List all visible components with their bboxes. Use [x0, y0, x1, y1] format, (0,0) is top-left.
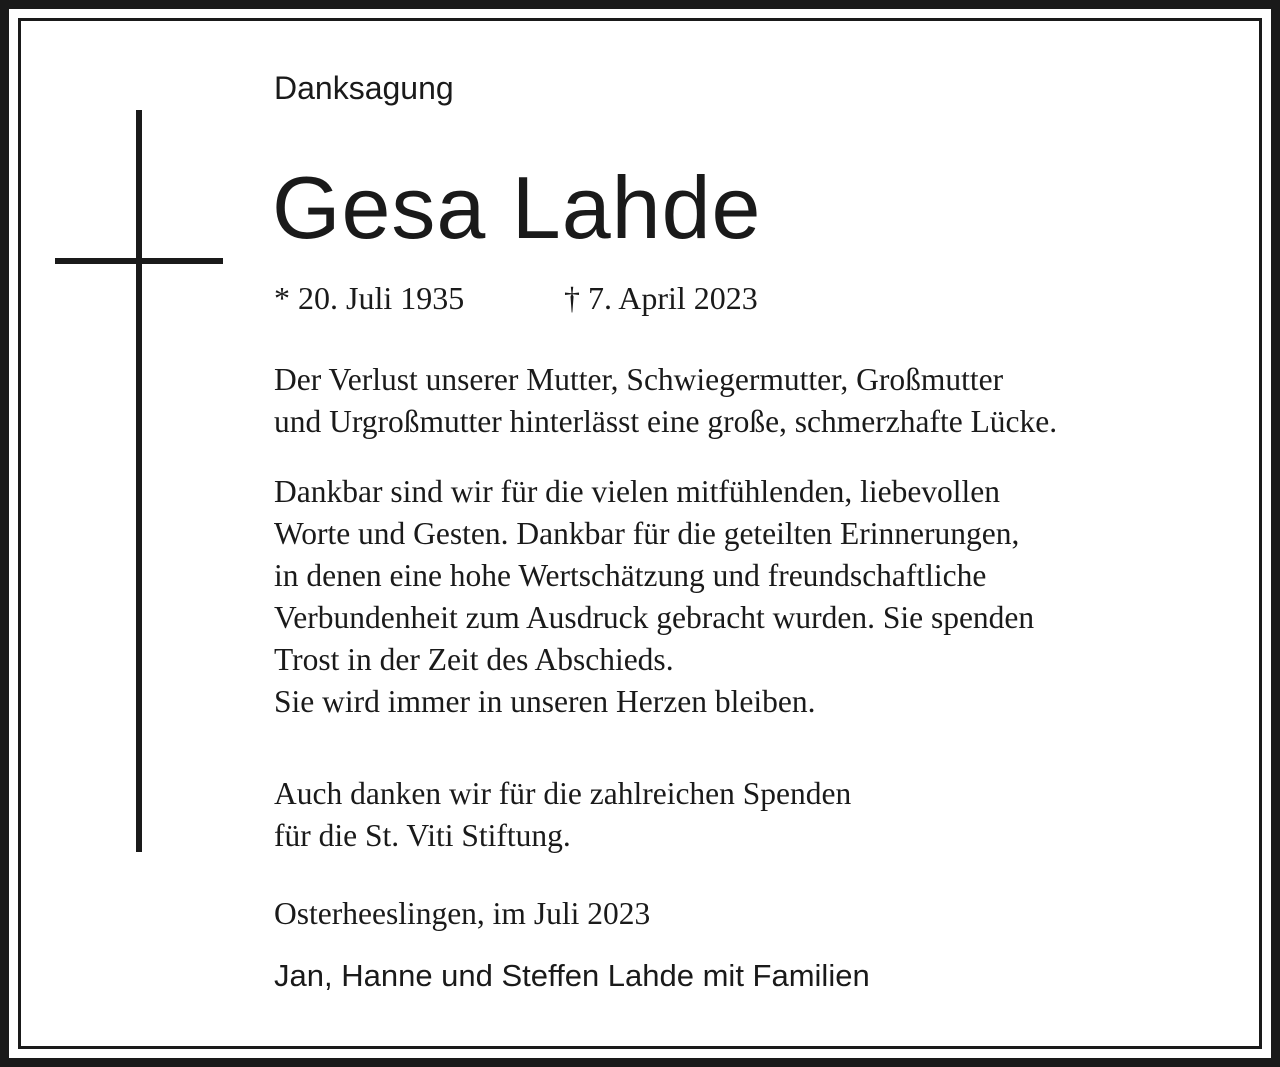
text-line: und Urgroßmutter hinterlässt eine große, schmerzhafte Lücke. — [274, 404, 1058, 439]
paragraph-donations — [274, 773, 851, 857]
text-line: Der Verlust unserer Mutter, Schwiegermutter, Großmutter — [274, 362, 1004, 397]
text-line: Verbundenheit zum Ausdruck gebracht wurden. Sie spenden — [274, 600, 1035, 635]
deceased-name: Gesa Lahde — [272, 158, 762, 257]
text-line: Auch danken wir für die zahlreichen Spenden — [274, 776, 852, 811]
death-date: † 7. April 2023 — [564, 280, 758, 316]
text-line: in denen eine hohe Wertschätzung und freundschaftliche — [274, 558, 987, 593]
cross-vertical-bar — [136, 110, 142, 852]
text-line: Dankbar sind wir für die vielen mitfühlenden, liebevollen — [274, 474, 1001, 509]
life-dates — [274, 280, 758, 317]
paragraph-loss — [274, 359, 1057, 443]
place-date: Osterheeslingen, im Juli 2023 — [274, 896, 651, 931]
signature: Jan, Hanne und Steffen Lahde mit Familien — [274, 958, 870, 993]
birth-date: * 20. Juli 1935 — [274, 280, 465, 316]
text-line: Worte und Gesten. Dankbar für die geteilten Erinnerungen, — [274, 516, 1020, 551]
paragraph-thanks — [274, 471, 1034, 723]
notice-heading: Danksagung — [274, 70, 454, 106]
text-line: für die St. Viti Stiftung. — [274, 818, 571, 853]
cross-horizontal-bar — [55, 258, 223, 264]
text-line: Trost in der Zeit des Abschieds. — [274, 642, 674, 677]
text-line: Sie wird immer in unseren Herzen bleiben. — [274, 684, 816, 719]
